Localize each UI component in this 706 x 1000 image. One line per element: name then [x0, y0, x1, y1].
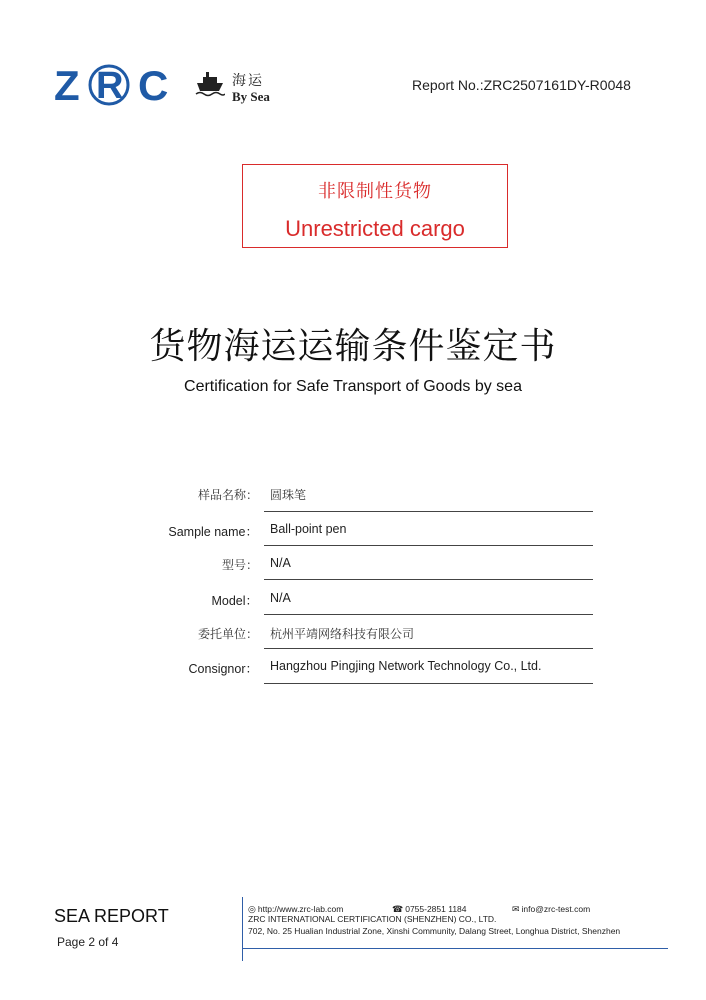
- report-number: Report No.:ZRC2507161DY-R0048: [412, 77, 631, 93]
- consignor-en-label: Consignor：: [188, 662, 258, 676]
- consignor-en-value: Hangzhou Pingjing Network Technology Co., Ltd.: [270, 659, 542, 673]
- footer-divider-horizontal: [242, 948, 668, 949]
- stamp-cn-text: 非限制性货物: [318, 181, 432, 202]
- report-type-label: SEA REPORT: [54, 906, 169, 926]
- model-cn-value: N/A: [270, 556, 291, 570]
- phone-icon: ☎: [392, 904, 404, 914]
- sample-name-en-label: Sample name：: [168, 525, 258, 539]
- model-en-label: Model：: [211, 594, 258, 608]
- cargo-classification-stamp: [242, 164, 508, 248]
- divider: [264, 614, 593, 615]
- mail-icon: ✉: [512, 904, 520, 914]
- divider: [264, 683, 593, 684]
- divider: [264, 579, 593, 580]
- page-title-en: Certification for Safe Transport of Goods by sea: [184, 378, 522, 395]
- website-text: http://www.zrc-lab.com: [257, 904, 344, 914]
- divider: [264, 648, 593, 649]
- ship-icon: [195, 70, 225, 98]
- by-sea-cn-label: 海运: [232, 73, 264, 89]
- footer-address: 702, No. 25 Hualian Industrial Zone, Xinshi Community, Dalang Street, Longhua District, Shenzhen: [248, 926, 621, 936]
- email-text: info@zrc-test.com: [521, 904, 591, 914]
- sample-name-cn-label: 样品名称：: [197, 488, 258, 502]
- footer-email[interactable]: [512, 904, 590, 915]
- divider: [264, 545, 593, 546]
- svg-text:R: R: [96, 65, 124, 107]
- page-title-cn: 货物海运运输条件鉴定书: [149, 326, 557, 367]
- consignor-cn-label: 委托单位：: [197, 627, 258, 641]
- globe-icon: ◎: [248, 904, 256, 914]
- consignor-cn-value: 杭州平靖网络科技有限公司: [270, 627, 415, 641]
- model-en-value: N/A: [270, 591, 291, 605]
- phone-text: 0755-2851 1184: [405, 904, 467, 914]
- svg-text:C: C: [138, 62, 169, 108]
- zrc-logo: [54, 62, 176, 108]
- footer-company: ZRC INTERNATIONAL CERTIFICATION (SHENZHEN) CO., LTD.: [248, 914, 497, 924]
- sample-name-cn-value: 圆珠笔: [270, 488, 307, 502]
- divider: [264, 511, 593, 512]
- stamp-en-text: Unrestricted cargo: [285, 216, 465, 241]
- footer-divider-vertical: [242, 897, 243, 961]
- by-sea-en-label: By Sea: [232, 89, 270, 104]
- svg-text:Z: Z: [54, 62, 79, 108]
- sample-name-en-value: Ball-point pen: [270, 522, 347, 536]
- page-number: Page 2 of 4: [57, 935, 119, 949]
- model-cn-label: 型号：: [221, 558, 258, 572]
